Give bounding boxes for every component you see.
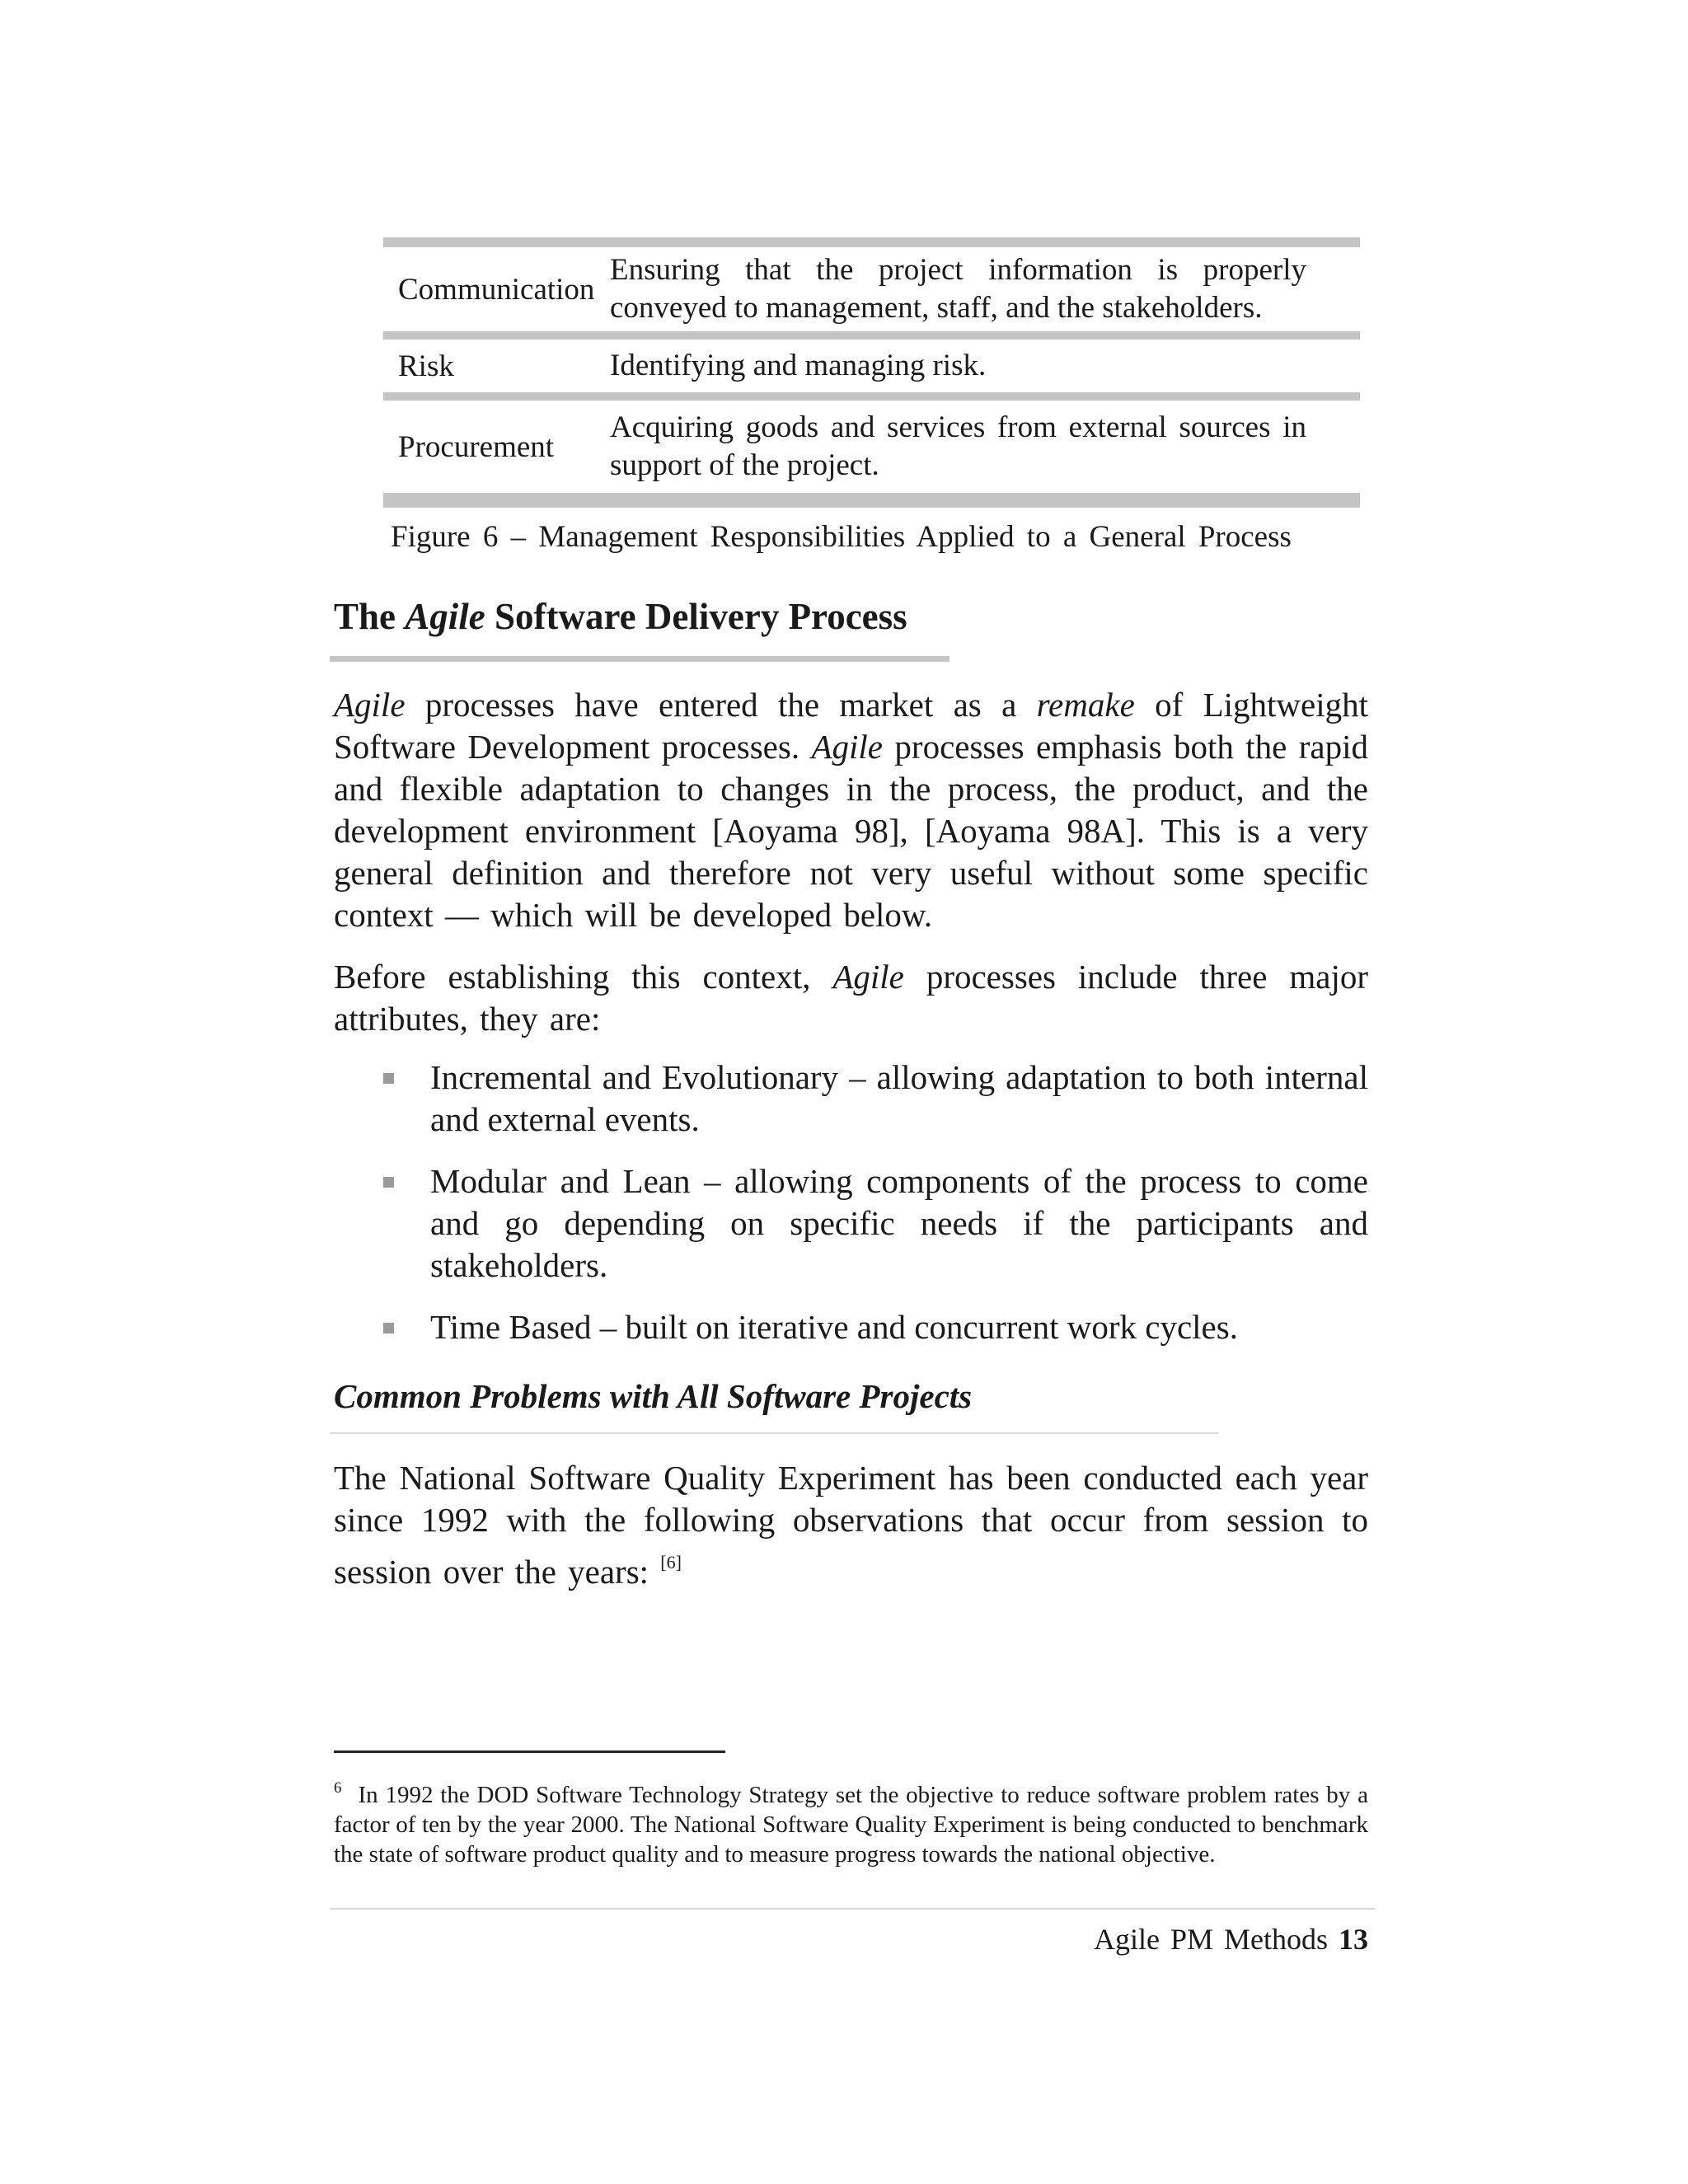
table-term: Procurement: [398, 429, 555, 464]
paragraph-attributes: Before establishing this context, Agile processes include three major attributes, they are:: [334, 958, 1368, 1038]
list-item: Time Based – built on iterative and concurrent work cycles.: [379, 1306, 1368, 1348]
table-desc: Acquiring goods and services from external sources in support of the project.: [610, 410, 1306, 482]
responsibilities-table: [383, 237, 1360, 508]
list-item: Modular and Lean – allowing components of the process to come and go depending on specific needs if the participants and stakeholders.: [379, 1160, 1368, 1286]
square-bullet-icon: [383, 1073, 394, 1084]
footnote-rule: [334, 1750, 725, 1753]
footer-rule: [330, 1908, 1375, 1910]
list-item: Incremental and Evolutionary – allowing adaptation to both internal and external events.: [379, 1057, 1368, 1141]
subsection-heading: Common Problems with All Software Projects: [334, 1377, 973, 1415]
square-bullet-icon: [383, 1323, 394, 1333]
paragraph-agile-intro: Agile processes have entered the market as a remake of Lightweight Software Development processes. Agile processes emphasis both the rapid and flexible adaptation to changes in the process, the product, and the development environment [Aoyama 98], [Aoyama 98A]. This is a very general definition and therefore not very useful without some specific context — which will be developed below.: [334, 686, 1369, 934]
table-rule: [383, 493, 1360, 508]
table-desc: Identifying and managing risk.: [610, 349, 987, 382]
footnote-number: 6: [334, 1779, 342, 1797]
page-number: 13: [1339, 1923, 1368, 1956]
footnote-reference: [6]: [660, 1552, 682, 1572]
table-rule: [383, 237, 1360, 247]
table-row: [383, 401, 1360, 493]
table-row: [383, 340, 1360, 392]
figure-caption: Figure 6 – Management Responsibilities Applied to a General Process: [391, 520, 1292, 554]
table-rule: [383, 392, 1360, 401]
footnote-text: In 1992 the DOD Software Technology Strategy set the objective to reduce software problem rates by a factor of ten by the year 2000. The National Software Quality Experiment is being conducted to benchmark the state of software product quality and to measure progress towards the national objective.: [334, 1782, 1368, 1868]
footnote: [334, 1774, 1368, 1869]
table-rule: [383, 331, 1360, 340]
table-term: Communication: [398, 272, 595, 307]
attributes-list: [379, 1057, 1368, 1368]
page-footer: [1094, 1922, 1368, 1957]
heading-rule: [330, 656, 950, 662]
table-term: Risk: [398, 349, 454, 383]
paragraph-quality-experiment: The National Software Quality Experiment has been conducted each year since 1992 with the following observations that occur from session to session over the years: [6]: [334, 1459, 1368, 1591]
subheading-rule: [330, 1432, 1218, 1434]
section-heading: The Agile Software Delivery Process: [334, 596, 907, 637]
footer-title: Agile PM Methods: [1093, 1923, 1328, 1956]
table-row: [383, 247, 1360, 331]
square-bullet-icon: [383, 1177, 394, 1188]
table-desc: Ensuring that the project information is properly conveyed to management, staff, and the stakeholders.: [610, 253, 1306, 325]
